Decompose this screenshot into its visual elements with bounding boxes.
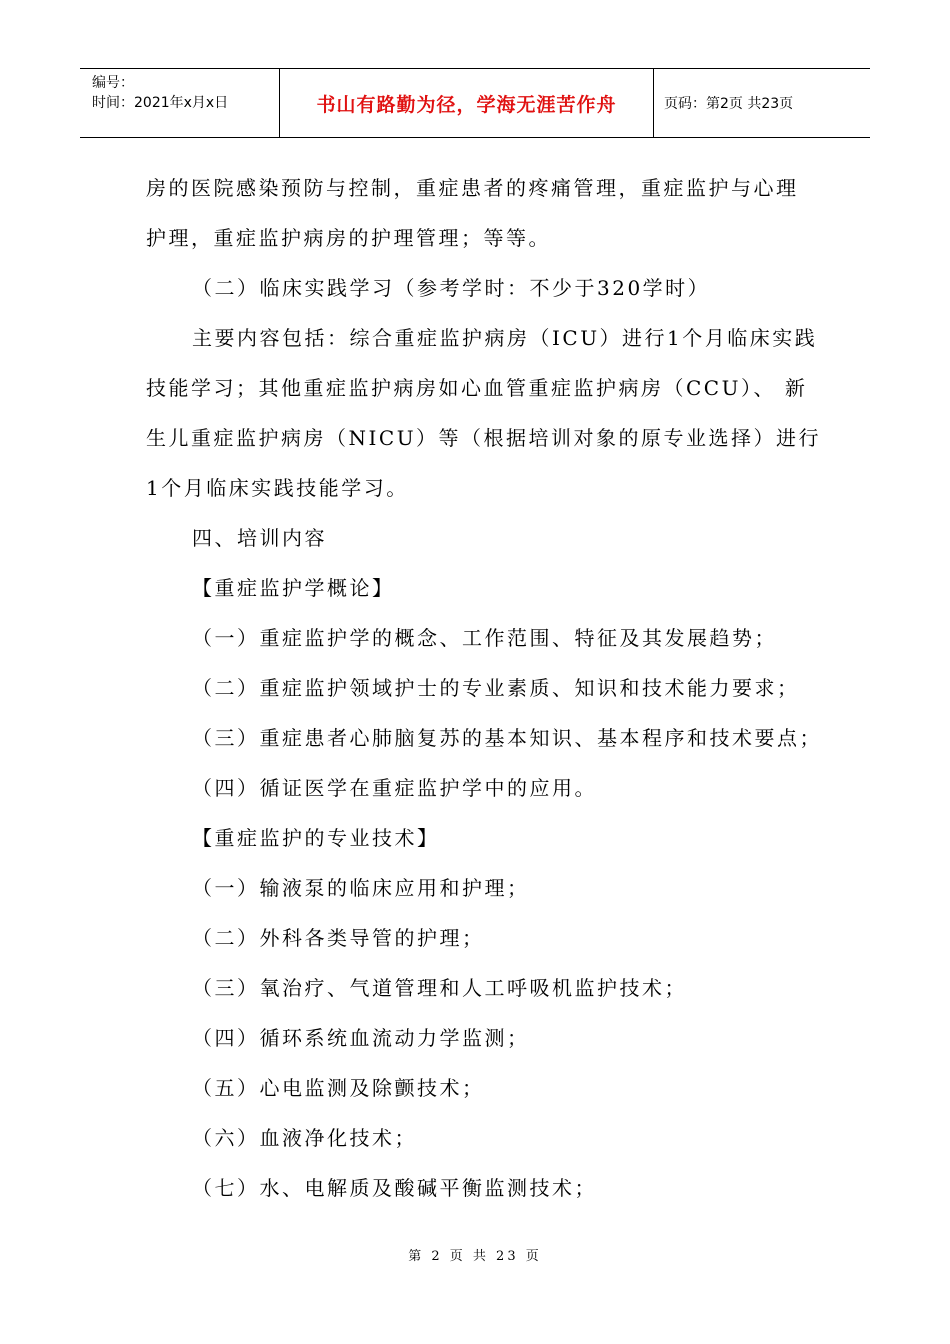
list-item: （五）心电监测及除颤技术；	[192, 1076, 485, 1100]
list-item: （四）循证医学在重症监护学中的应用。	[192, 776, 597, 800]
body-line: 1个月临床实践技能学习。	[146, 476, 409, 500]
header-meta	[80, 69, 280, 137]
header-page-code: 页码：第2页 共23页	[664, 96, 794, 112]
body-line: 主要内容包括：综合重症监护病房（ICU）进行1个月临床实践	[192, 326, 818, 350]
list-item: （七）水、电解质及酸碱平衡监测技术；	[192, 1176, 597, 1200]
body-line: 生儿重症监护病房（NICU）等（根据培训对象的原专业选择）进行	[146, 426, 822, 450]
document-number-label: 编号：	[92, 75, 134, 91]
section-heading: 四、培训内容	[192, 526, 327, 550]
page-footer: 第 2 页 共 23 页	[408, 1249, 542, 1264]
subsection-heading: 【重症监护学概论】	[192, 576, 395, 600]
list-item: （六）血液净化技术；	[192, 1126, 417, 1150]
header-motto: 书山有路勤为径，学海无涯苦作舟	[280, 69, 654, 137]
list-item: （三）重症患者心肺脑复苏的基本知识、基本程序和技术要点；	[192, 726, 822, 750]
list-item: （二）外科各类导管的护理；	[192, 926, 485, 950]
list-item: （三）氧治疗、气道管理和人工呼吸机监护技术；	[192, 976, 687, 1000]
body-line: 护理，重症监护病房的护理管理；等等。	[146, 226, 551, 250]
subsection-heading: 【重症监护的专业技术】	[192, 826, 440, 850]
body-line: 房的医院感染预防与控制，重症患者的疼痛管理，重症监护与心理	[146, 176, 799, 200]
section-heading: （二）临床实践学习（参考学时：不少于320学时）	[192, 276, 711, 300]
document-date: 时间：2021年x月x日	[92, 95, 229, 111]
list-item: （一）输液泵的临床应用和护理；	[192, 876, 530, 900]
list-item: （一）重症监护学的概念、工作范围、特征及其发展趋势；	[192, 626, 777, 650]
page-header	[80, 68, 870, 138]
list-item: （四）循环系统血流动力学监测；	[192, 1026, 530, 1050]
list-item: （二）重症监护领域护士的专业素质、知识和技术能力要求；	[192, 676, 800, 700]
body-line: 技能学习；其他重症监护病房如心血管重症监护病房（CCU）、 新	[146, 376, 808, 400]
